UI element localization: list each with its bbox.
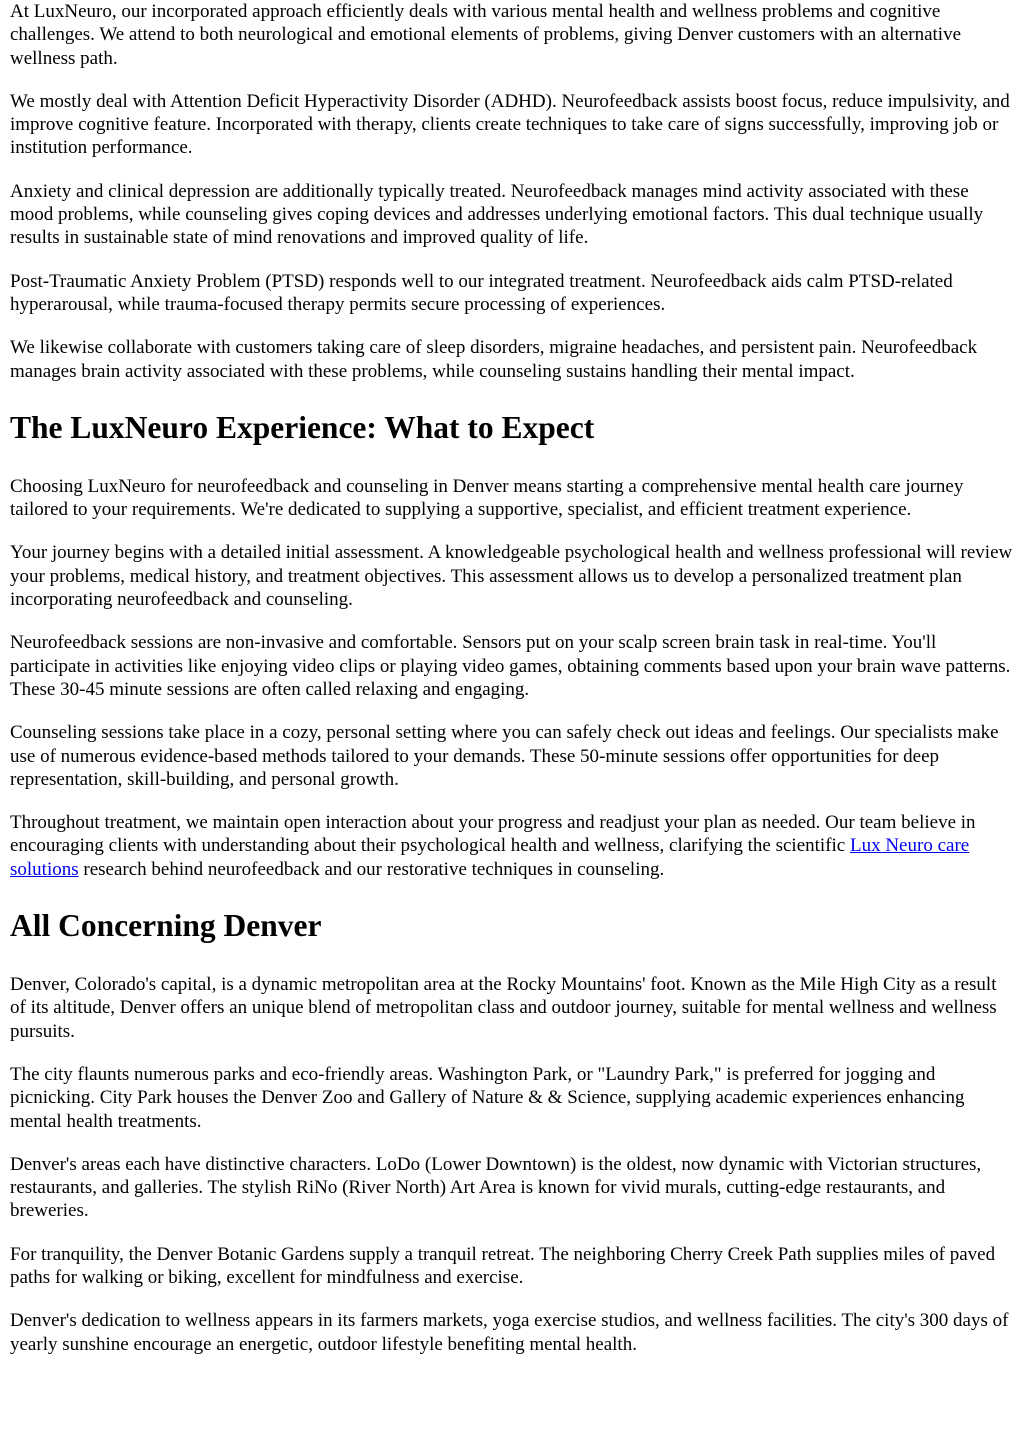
intro-paragraph-5: We likewise collaborate with customers taking care of sleep disorders, migraine headaches, and persistent pain. Neurofeedback manages brain activity associated with these problems, while counseling sustains handling their mental impact. — [10, 337, 978, 382]
lux-neuro-care-link[interactable]: Lux Neuro care solutions — [10, 835, 970, 880]
denver-paragraph-3: Denver's areas each have distinctive characters. LoDo (Lower Downtown) is the oldest, now dynamic with Victorian structures, restaurants, and galleries. The stylish RiNo (River North) Art Area is known for vivid murals, cutting-edge restaurants, and breweries. — [10, 1153, 982, 1222]
experience-paragraph-2: Your journey begins with a detailed initial assessment. A knowledgeable psychological health and wellness professional will review your problems, medical history, and treatment objectives. This assessment allows us to develop a personalized treatment plan incorporating neurofeedback and counseling. — [10, 542, 1013, 611]
experience-paragraph-3: Neurofeedback sessions are non-invasive and comfortable. Sensors put on your scalp screen brain task in real-time. You'll participate in activities like enjoying video clips or playing video games, obtaining comments based upon your brain wave patterns. These 30-45 minute sessions are often called relaxing and engaging. — [10, 632, 1011, 700]
experience-paragraph-5-start: Throughout treatment, we maintain open interaction about your progress and readjust your plan as needed. Our team believe in encouraging clients with understanding about their psychological health and wellness, clarifying the scientific — [10, 812, 976, 857]
experience-paragraph-5 — [10, 811, 1014, 881]
intro-paragraph-1: At LuxNeuro, our incorporated approach efficiently deals with various mental health and wellness problems and cognitive challenges. We attend to both neurological and emotional elements of problems, giving Denver customers with an alternative wellness path. — [10, 1, 962, 69]
experience-paragraph-5-end: research behind neurofeedback and our restorative techniques in counseling. — [78, 858, 665, 880]
intro-paragraph-4: Post-Traumatic Anxiety Problem (PTSD) responds well to our integrated treatment. Neurofeedback aids calm PTSD-related hyperarousal, while trauma-focused therapy permits secure processing of experiences. — [10, 270, 953, 315]
denver-paragraph-4: For tranquility, the Denver Botanic Gardens supply a tranquil retreat. The neighboring Cherry Creek Path supplies miles of paved paths for walking or biking, excellent for mindfulness and exercise. — [10, 1243, 996, 1288]
denver-heading: All Concerning Denver — [10, 908, 322, 944]
experience-paragraph-4: Counseling sessions take place in a cozy, personal setting where you can safely check out ideas and feelings. Our specialists make use of numerous evidence-based methods tailored to your demands. These 50-minute sessions offer opportunities for deep representation, skill-building, and personal growth. — [10, 722, 999, 790]
intro-paragraph-2: We mostly deal with Attention Deficit Hyperactivity Disorder (ADHD). Neurofeedback assists boost focus, reduce impulsivity, and improve cognitive feature. Incorporated with therapy, clients create techniques to take care of signs successfully, improving job or institution performance. — [10, 90, 1010, 159]
denver-paragraph-1: Denver, Colorado's capital, is a dynamic metropolitan area at the Rocky Mountains' foot. Known as the Mile High City as a result of its altitude, Denver offers an unique blend of metropolitan class and outdoor journey, suitable for mental wellness and wellness pursuits. — [10, 974, 997, 1042]
experience-paragraph-1: Choosing LuxNeuro for neurofeedback and counseling in Denver means starting a comprehensive mental health care journey tailored to your requirements. We're dedicated to supplying a supportive, specialist, and efficient treatment experience. — [10, 475, 964, 521]
intro-paragraph-3: Anxiety and clinical depression are additionally typically treated. Neurofeedback manages mind activity associated with these mood problems, while counseling gives coping devices and addresses underlying emotional factors. This dual technique usually results in sustainable state of mind renovations and improved quality of life. — [10, 180, 984, 249]
denver-paragraph-5: Denver's dedication to wellness appears in its farmers markets, yoga exercise studios, and wellness facilities. The city's 300 days of yearly sunshine encourage an energetic, outdoor lifestyle benefiting mental health. — [10, 1310, 1009, 1355]
denver-paragraph-2: The city flaunts numerous parks and eco-friendly areas. Washington Park, or "Laundry Park," is preferred for jogging and picnicking. City Park houses the Denver Zoo and Gallery of Nature & & Science, supplying academic experiences enhancing mental health treatments. — [10, 1063, 965, 1132]
experience-heading: The LuxNeuro Experience: What to Expect — [10, 409, 595, 445]
